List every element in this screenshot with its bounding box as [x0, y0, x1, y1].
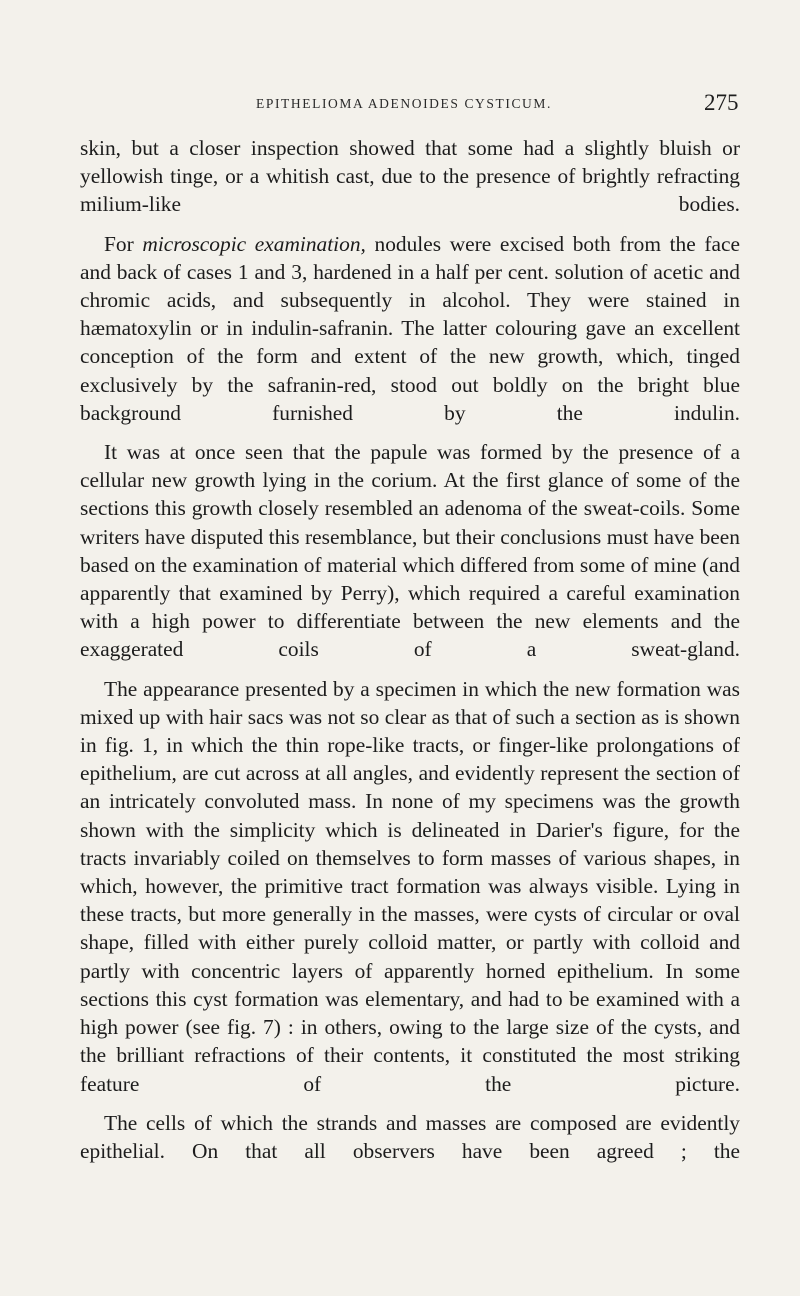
paragraph-microscopic-examination — [80, 230, 740, 427]
running-title: EPITHELIOMA ADENOIDES CYSTICUM. — [256, 96, 552, 111]
paragraph-cellular-growth — [80, 438, 740, 664]
italic-phrase: microscopic examination, — [142, 231, 366, 256]
paragraph-text: skin, but a closer inspection showed that some had a slightly bluish or yellowish tinge, or a whitish cast, due to the presence of brightly refracting milium-like bodies. — [80, 136, 740, 217]
paragraph-text: The appearance presented by a specimen in which the new formation was mixed up with hair sacs was not so clear as that of such a section as is shown in fig. 1, in which the thin rope-like tracts, or finger-like prolongations of epithelium, are cut across at all angles, and evidently represent the section of an intricately convoluted mass. In none of my specimens was the growth shown with the simplicity which is delineated in Darier's figure, for the tracts invariably coiled on themselves to form masses of various shapes, in which, however, the primitive tract formation was always visible. Lying in these tracts, but more generally in the masses, were cysts of circular or oval shape, filled with either purely colloid matter, or partly with colloid and partly with concentric layers of apparently horned epithelium. In some sections this cyst formation was elementary, and had to be examined with a high power (see fig. 7) : in others, owing to the large size of the cysts, and the brilliant refractions of their contents, it constituted the most striking feature of the picture. — [80, 676, 740, 1096]
paragraph-text: The cells of which the strands and masses are composed are evidently epithelial. On that all observers have been agreed ; the — [80, 1110, 740, 1163]
paragraph-text: It was at once seen that the papule was formed by the presence of a cellular new growth lying in the corium. At the first glance of some of the sections this growth closely resembled an adenoma of the sweat-coils. Some writers have disputed this resemblance, but their conclusions must have been based on the examination of material which differed from some of mine (and apparently that examined by Perry), which required a careful examination with a high power to differentiate between the new elements and the exaggerated coils of a sweat-gland. — [80, 440, 740, 662]
paragraph-appearance — [80, 675, 740, 1098]
paragraph-lead: For — [104, 231, 143, 256]
paragraph-continued — [80, 134, 740, 219]
body-text — [80, 134, 740, 1176]
page-number: 275 — [704, 90, 739, 115]
paragraph-cells — [80, 1109, 740, 1165]
paragraph-text: nodules were excised both from the face and back of cases 1 and 3, hardened in a half per cent. solution of acetic and chromic acids, and subsequently in alcohol. They were stained in hæmatoxylin or in indulin-safranin. The latter colouring gave an excellent conception of the form and extent of the new growth, which, tinged exclusively by the safranin-red, stood out boldly on the bright blue background furnished by the indulin. — [80, 231, 740, 425]
running-header — [0, 90, 800, 124]
